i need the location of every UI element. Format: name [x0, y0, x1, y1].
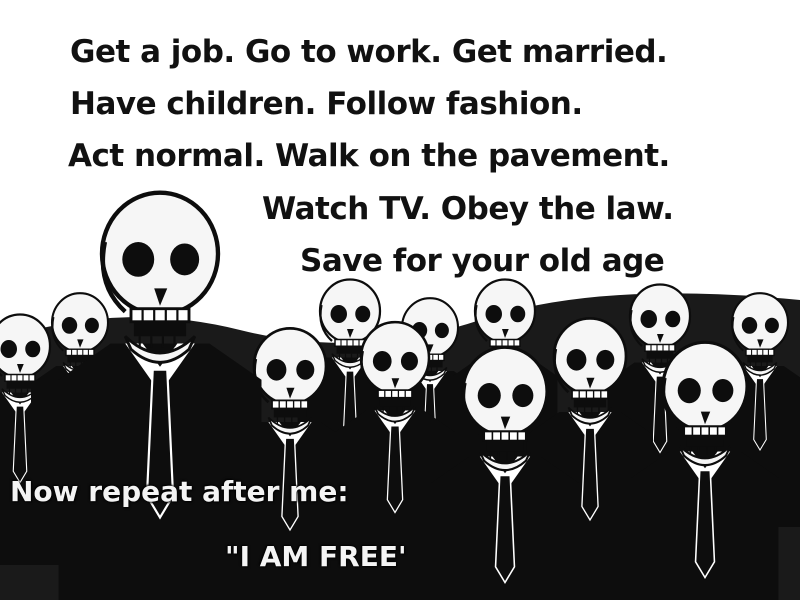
- overlay-line-repeat: Now repeat after me:: [10, 475, 349, 508]
- headline-line-1: Get a job. Go to work. Get married.: [70, 34, 668, 70]
- overlay-line-i-am-free: "I AM FREE': [225, 540, 407, 573]
- headline-line-4: Watch TV. Obey the law.: [262, 191, 674, 227]
- headline-line-2: Have children. Follow fashion.: [70, 86, 583, 122]
- headline-line-3: Act normal. Walk on the pavement.: [68, 138, 670, 174]
- headline-line-5: Save for your old age: [300, 243, 665, 279]
